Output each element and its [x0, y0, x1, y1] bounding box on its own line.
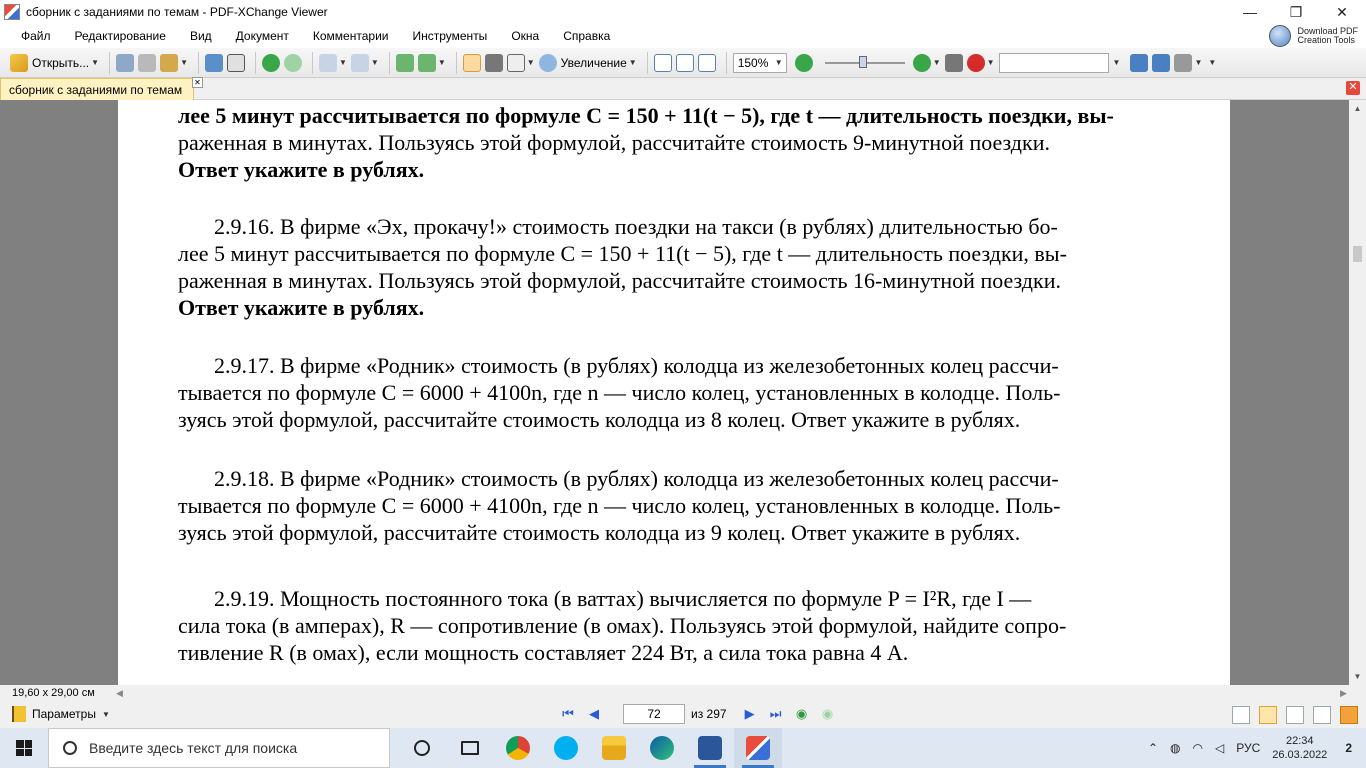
hand-tool-button[interactable]	[463, 52, 481, 74]
find-input[interactable]	[999, 53, 1109, 73]
hand-icon	[463, 54, 481, 72]
chrome-icon	[506, 736, 530, 760]
restore-button[interactable]: ❐	[1289, 3, 1303, 20]
text-line: раженная в минутах. Пользуясь этой формулой, рассчитайте стоимость 9-минутной поездки.	[178, 130, 1050, 155]
save-icon	[116, 54, 134, 72]
back-button[interactable]	[262, 52, 280, 74]
taskbar-search-box[interactable]	[48, 728, 390, 768]
menu-file[interactable]: Файл	[21, 29, 51, 43]
chrome-taskbar-button[interactable]	[494, 728, 542, 768]
window-title: сборник с заданиями по темам - PDF-XChange Viewer	[26, 5, 328, 19]
edge-taskbar-button[interactable]	[638, 728, 686, 768]
fit-width-icon	[698, 54, 716, 72]
search-icon	[63, 741, 77, 755]
file-explorer-taskbar-button[interactable]	[590, 728, 638, 768]
chevron-down-icon: ▼	[437, 58, 446, 67]
scroll-right-icon[interactable]: ▶	[1340, 688, 1347, 698]
scroll-up-icon[interactable]: ▲	[1353, 104, 1362, 113]
text-line: тивление R (в омах), если мощность составляет 224 Вт, а сила тока равна 4 А.	[178, 640, 909, 665]
chevron-down-icon[interactable]: ▼	[1112, 58, 1121, 67]
toolbar	[0, 48, 1366, 78]
notification-count: 2	[1345, 741, 1352, 755]
task-view-button[interactable]	[446, 728, 494, 768]
menu-view[interactable]: Вид	[189, 29, 212, 43]
windows-logo-icon	[16, 740, 32, 756]
actual-size-icon	[654, 54, 672, 72]
facing-pages-icon[interactable]	[1286, 706, 1304, 724]
problem-2-9-19	[178, 585, 1173, 666]
pdf-viewer-icon	[746, 736, 770, 760]
status-bar	[0, 685, 1366, 702]
close-icon[interactable]: ✕	[192, 77, 203, 88]
export-icon	[160, 54, 178, 72]
text-line: тывается по формуле C = 6000 + 4100n, где n — число колец, установленных в колодце. Поль-	[178, 493, 1061, 518]
text-line: лее 5 минут рассчитывается по формуле C = 150 + 11(t − 5), где t — длительность поездки, вы-	[178, 241, 1067, 266]
wrench-icon	[1174, 54, 1192, 72]
text-line: раженная в минутах. Пользуясь этой формулой, рассчитайте стоимость 16-минутной поездки.	[178, 268, 1061, 293]
plus-icon	[913, 54, 931, 72]
skype-icon	[554, 736, 578, 760]
zoom-value: 150%	[737, 55, 769, 70]
text-line: зуясь этой формулой, рассчитайте стоимость колодца из 8 колец. Ответ укажите в рублях.	[178, 407, 1021, 432]
wifi-icon[interactable]: ◠	[1192, 741, 1203, 755]
save-button[interactable]	[116, 52, 134, 74]
document-tab[interactable]	[0, 78, 201, 100]
document-viewport[interactable]	[0, 100, 1349, 685]
close-document-button[interactable]: ✕	[1346, 81, 1360, 95]
chevron-down-icon: ▼	[91, 58, 100, 67]
minimize-button[interactable]: —	[1243, 4, 1257, 20]
spellcheck-icon	[967, 54, 985, 72]
rotate-icon	[396, 54, 414, 72]
chevron-down-icon: ▼	[628, 58, 637, 67]
parameters-label: Параметры	[32, 707, 96, 721]
next-page-button[interactable]: ▶	[744, 706, 755, 721]
task-view-icon	[461, 741, 479, 755]
continuous-page-icon[interactable]	[1259, 706, 1277, 724]
edge-icon	[650, 736, 674, 760]
scroll-down-icon[interactable]: ▼	[1353, 672, 1362, 681]
select-text-icon	[507, 54, 525, 72]
find-next-button[interactable]	[1152, 52, 1170, 74]
chevron-down-icon[interactable]: ▼	[1208, 58, 1217, 67]
globe-icon	[1269, 25, 1291, 47]
continuous-facing-icon[interactable]	[1313, 706, 1331, 724]
chevron-down-icon: ▼	[1194, 58, 1203, 67]
problem-2-9-18	[178, 465, 1173, 546]
menu-windows[interactable]: Окна	[511, 29, 540, 43]
chevron-down-icon: ▼	[370, 58, 379, 67]
chevron-down-icon: ▼	[986, 58, 995, 67]
download-line-1: Download PDF	[1297, 26, 1358, 36]
binoculars-button[interactable]	[945, 52, 963, 74]
redo-icon	[351, 54, 369, 72]
vertical-scrollbar[interactable]	[1349, 100, 1366, 685]
pdf-xchange-taskbar-button[interactable]	[734, 728, 782, 768]
taskbar-apps	[398, 728, 782, 768]
separator	[726, 52, 727, 74]
previous-page-button[interactable]: ◀	[589, 706, 599, 721]
volume-icon[interactable]: ◁	[1214, 741, 1225, 755]
camera-icon	[485, 54, 503, 72]
text-line: лее 5 минут рассчитывается по формуле C = 150 + 11(t − 5), где t — длительность поездки, вы-	[178, 103, 1114, 128]
clock[interactable]	[1272, 734, 1327, 762]
undo-button[interactable]	[319, 52, 347, 74]
last-page-button[interactable]: ⏭	[769, 706, 782, 721]
forward-arrow-icon	[284, 54, 302, 72]
clock-time: 22:34	[1286, 735, 1314, 747]
search-placeholder: Введите здесь текст для поиска	[89, 740, 298, 756]
forward-button[interactable]	[284, 52, 302, 74]
zoom-slider-knob[interactable]	[859, 56, 867, 68]
text-line: сила тока (в амперах), R — сопротивление (в омах). Пользуясь этой формулой, найдите сопро-	[178, 613, 1067, 638]
text-line: тывается по формуле C = 6000 + 4100n, где n — число колец, установленных в колодце. Поль-	[178, 380, 1061, 405]
menu-tools[interactable]: Инструменты	[412, 29, 488, 43]
close-button[interactable]: ✕	[1336, 3, 1348, 20]
fit-page-icon	[676, 54, 694, 72]
single-page-icon[interactable]	[1232, 706, 1250, 724]
open-button[interactable]	[10, 52, 99, 74]
folder-icon	[602, 736, 626, 760]
pages-icon	[418, 54, 436, 72]
print-button[interactable]	[138, 52, 156, 74]
separator	[389, 52, 390, 74]
chevron-down-icon: ▼	[101, 709, 110, 719]
system-tray	[1142, 728, 1366, 768]
print-icon	[138, 54, 156, 72]
options-button[interactable]	[1174, 52, 1202, 74]
word-taskbar-button[interactable]	[686, 728, 734, 768]
language-indicator[interactable]: РУС	[1236, 741, 1261, 755]
find-previous-icon	[1130, 54, 1148, 72]
page-total: из 297	[691, 707, 727, 721]
page-layout-buttons	[1223, 706, 1358, 724]
pen-icon[interactable]	[1340, 706, 1358, 724]
chevron-down-icon: ▼	[180, 58, 188, 67]
separator	[255, 52, 256, 74]
problem-2-9-16	[178, 213, 1173, 321]
actual-size-button[interactable]	[654, 52, 672, 74]
text-line: 2.9.16. В фирме «Эх, прокачу!» стоимость поездки на такси (в рублях) длительностью бо-	[214, 214, 1058, 239]
text-line: 2.9.19. Мощность постоянного тока (в ваттах) вычисляется по формуле P = I²R, где I —	[214, 586, 1032, 611]
undo-icon	[319, 54, 337, 72]
separator	[109, 52, 110, 74]
text-line: Ответ укажите в рублях.	[178, 157, 425, 182]
title-bar	[0, 0, 1366, 24]
redo-button[interactable]	[351, 52, 379, 74]
ocr-icon	[227, 54, 245, 72]
back-arrow-icon	[262, 54, 280, 72]
cortana-icon	[414, 740, 430, 756]
scan-button[interactable]	[205, 52, 223, 74]
rotate-button[interactable]	[396, 52, 414, 74]
separator	[647, 52, 648, 74]
menu-edit[interactable]: Редактирование	[74, 29, 166, 43]
snapshot-button[interactable]	[485, 52, 503, 74]
network-icon[interactable]: ◍	[1170, 741, 1181, 755]
text-line: зуясь этой формулой, рассчитайте стоимость колодца из 9 колец. Ответ укажите в рублях.	[178, 520, 1021, 545]
separator	[312, 52, 313, 74]
scrollbar-thumb[interactable]	[1353, 246, 1362, 262]
flag-icon	[12, 706, 26, 722]
menu-comments[interactable]: Комментарии	[312, 29, 389, 43]
navigation-bar	[0, 702, 1366, 728]
menu-document[interactable]: Документ	[235, 29, 289, 43]
select-text-button[interactable]	[507, 52, 535, 74]
separator	[198, 52, 199, 74]
find-previous-button[interactable]	[1130, 52, 1148, 74]
chevron-down-icon: ▼	[526, 58, 535, 67]
chevron-up-icon[interactable]: ⌃	[1147, 741, 1159, 755]
zoom-tool-button[interactable]	[539, 52, 637, 74]
first-page-button[interactable]: ⏮	[562, 706, 574, 721]
pdf-xchange-app-icon	[4, 4, 20, 20]
start-button[interactable]	[0, 728, 48, 768]
text-line: Ответ укажите в рублях.	[178, 295, 425, 320]
problem-2-9-17	[178, 352, 1173, 433]
windows-taskbar	[0, 728, 1366, 768]
fit-width-button[interactable]	[698, 52, 716, 74]
page-navigation	[555, 704, 841, 724]
zoom-in-button[interactable]	[913, 52, 941, 74]
word-icon	[698, 736, 722, 760]
ocr-button[interactable]	[227, 52, 245, 74]
zoom-out-button[interactable]	[795, 52, 813, 74]
scroll-left-icon[interactable]: ◀	[116, 688, 123, 698]
open-label: Открыть...	[32, 55, 90, 70]
scan-icon	[205, 54, 223, 72]
cortana-button[interactable]	[398, 728, 446, 768]
page-size-readout: 19,60 x 29,00 см	[12, 687, 95, 699]
spellcheck-button[interactable]	[967, 52, 995, 74]
back-view-button[interactable]: ◉	[795, 706, 808, 721]
page-number-input[interactable]: 72	[623, 704, 685, 724]
pdf-page	[118, 100, 1230, 685]
separator	[456, 52, 457, 74]
magnifier-icon	[539, 54, 557, 72]
download-pdf-tools-button[interactable]	[1269, 24, 1358, 48]
problem-2-9-15-continued	[178, 102, 1173, 183]
skype-taskbar-button[interactable]	[542, 728, 590, 768]
fit-page-button[interactable]	[676, 52, 694, 74]
binoculars-icon	[945, 54, 963, 72]
find-next-icon	[1152, 54, 1170, 72]
text-line: 2.9.17. В фирме «Родник» стоимость (в рублях) колодца из железобетонных колец рассчи-	[214, 353, 1059, 378]
chevron-down-icon: ▼	[932, 58, 941, 67]
zoom-tool-label: Увеличение	[560, 55, 627, 70]
minus-icon	[795, 54, 813, 72]
menu-help[interactable]: Справка	[563, 29, 611, 43]
document-tab-bar	[0, 78, 1366, 100]
chevron-down-icon: ▼	[338, 58, 347, 67]
document-tab-label: сборник с заданиями по темам	[9, 83, 183, 97]
export-button[interactable]	[160, 52, 188, 74]
open-folder-icon	[10, 54, 28, 72]
menu-bar	[0, 24, 1366, 48]
parameters-button[interactable]	[12, 706, 110, 722]
pages-button[interactable]	[418, 52, 446, 74]
zoom-select[interactable]	[733, 53, 787, 73]
zoom-slider[interactable]	[825, 62, 905, 64]
text-line: 2.9.18. В фирме «Родник» стоимость (в рублях) колодца из железобетонных колец рассчи-	[214, 466, 1059, 491]
clock-date: 26.03.2022	[1272, 749, 1328, 761]
chevron-down-icon: ▼	[774, 57, 783, 67]
download-line-2: Creation Tools	[1297, 35, 1355, 45]
forward-view-button[interactable]: ◉	[821, 706, 834, 721]
notification-center-button[interactable]	[1345, 741, 1352, 755]
